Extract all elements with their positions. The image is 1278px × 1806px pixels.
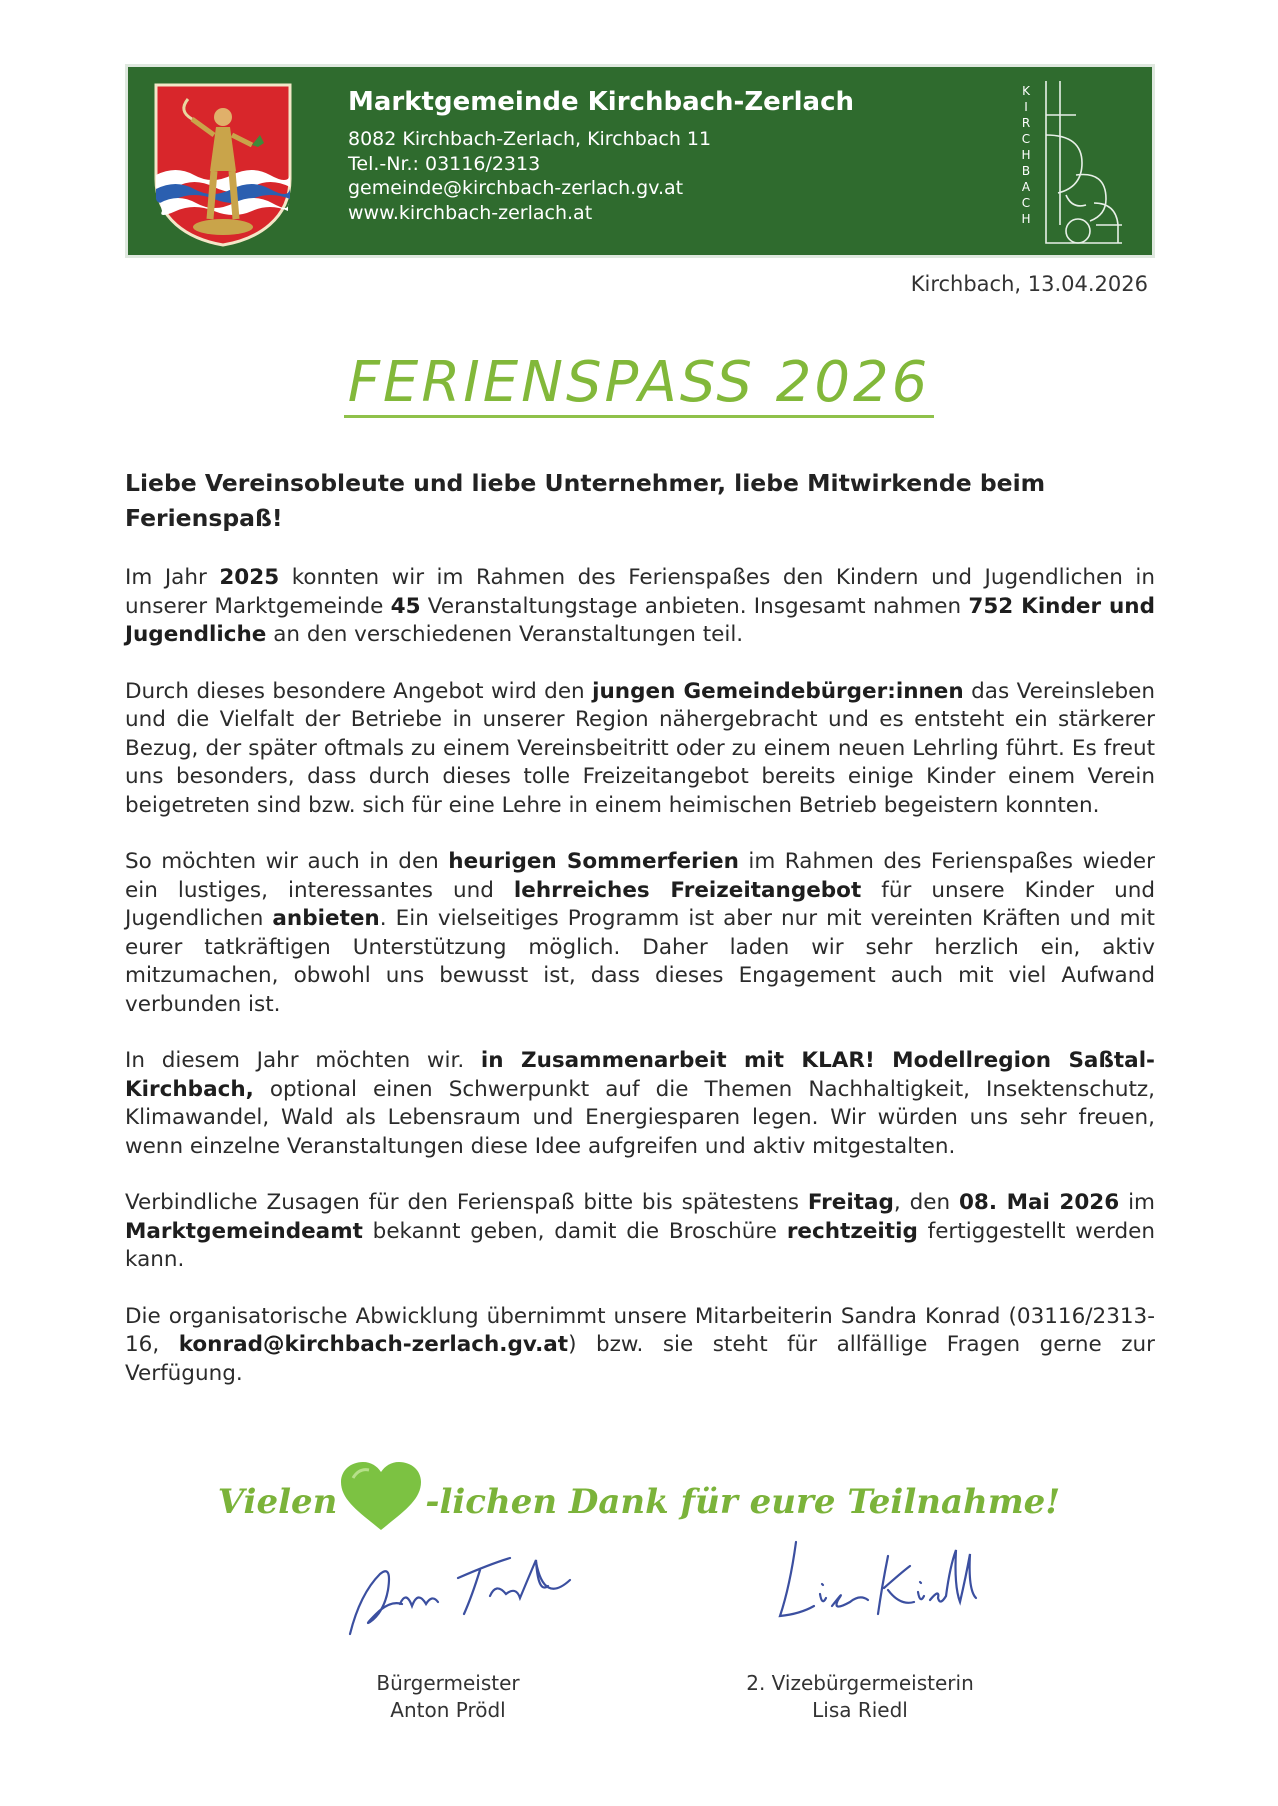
body-text: In diesem Jahr möchten wir. [125,1048,481,1073]
emphasis-text: Marktgemeindeamt [125,1218,363,1244]
body-text: konnten wir im Rahmen des Ferienspaßes den Kindern und Jugendlichen in unserer Marktgemeinde [125,565,1155,619]
emphasis-text: konrad@kirchbach-zerlach.gv.at [178,1332,569,1357]
body-text: optional einen Schwerpunkt auf die Themen Nachhaltigkeit, Insektenschutz, Klimawandel, Wald als Lebensraum und Energiesparen legen. Wir würden uns sehr freuen, wenn einzelne Veranstaltungen diese Idee aufgreifen und aktiv mitgestalten. [125,1076,1155,1159]
body-text: So möchten wir auch in den [125,849,449,874]
body-text: Verbindliche Zusagen für den Ferienspaß bitte bis spätestens [125,1190,808,1215]
logo-letter: A [1021,180,1031,194]
body-text: Die organisatorische Abwicklung übernimmt unsere Mitarbeiterin Sandra Konrad (03116/2313-16, [125,1303,1155,1357]
municipality-name: Marktgemeinde Kirchbach-Zerlach [348,87,855,117]
emphasis-text: anbieten [272,906,380,931]
logo-letter: R [1021,116,1031,130]
vice-mayor-role: 2. Vizebürgermeisterin [746,1671,974,1695]
body-text: Im Jahr [125,565,220,590]
body-text: das Vereinsleben und die Vielfalt der Betriebe in unserer Region nähergebracht und es entsteht ein stärkerer Bezug, der später oftmals zu einem Vereinsbeitritt oder zu einem neuen Lehrling führt. Es freut uns besonders, dass durch dieses tolle Freizeitangebot bereits einige Kinder einem Verein beigetreten sind bzw. sich für eine Lehre in einem heimischen Betrieb begeistern konnten. [125,678,1155,818]
logo-letter: K [1022,84,1030,98]
logo-letter: I [1024,100,1028,114]
body-text: . Ein vielseitiges Programm ist aber nur mit vereinten Kräften und mit eurer tatkräftigen Unterstützung möglich. Daher laden wir sehr herzlich ein, aktiv mitzumachen, obwohl uns bewusst ist, dass dieses Engagement auch mit viel Aufwand verbunden ist. [125,906,1155,1017]
greeting: Liebe Vereinsobleute und liebe Unternehmer, liebe Mitwirkende beim Ferienspaß! [125,469,1046,532]
mayor-role: Bürgermeister [376,1671,520,1695]
paragraph-deadline [125,1189,1155,1275]
signature-anton-prodl [340,1534,600,1644]
letterhead-text [348,87,854,225]
logo-letter: H [1021,212,1031,226]
emphasis-text: 08. Mai 2026 [958,1190,1120,1215]
kirchbach-logo [1014,75,1124,250]
thank-you-line [0,1476,1278,1532]
emphasis-text: 45 [390,593,421,619]
mayor-name: Anton Prödl [390,1698,506,1722]
logo-letter: B [1021,164,1031,178]
vice-mayor-name: Lisa Riedl [812,1698,908,1722]
emphasis-text: 2025 [219,565,280,590]
signature-block-mayor [288,1670,608,1724]
body-text: im [1119,1190,1155,1215]
address: 8082 Kirchbach-Zerlach, Kirchbach 11 [348,128,712,150]
heart-icon [339,1460,423,1532]
kirchbach-logo-letters [1018,83,1034,227]
body-text: Veranstaltungstage anbieten. Insgesamt nahmen [420,593,969,619]
signature-lisa-riedl [770,1536,980,1636]
kirchbach-logo-icon [1036,75,1124,250]
paragraph-summer-program [125,848,1155,1019]
logo-letter: C [1021,132,1031,146]
body-text: Durch dieses besondere Angebot wird den [125,678,593,704]
emphasis-text: jungen Gemeindebürger:innen [592,678,964,704]
body-text: ) bzw. sie steht für allfällige Fragen gerne zur Verfügung. [125,1332,1156,1386]
page-title-text: FERIENSPASS 2026 [344,351,935,418]
body-text: für unsere Kinder und Jugendlichen [125,877,1155,931]
coat-of-arms-icon [148,79,298,249]
body-text: , den [893,1190,959,1215]
emphasis-text: in Zusammenarbeit mit KLAR! Modellregion Saßtal-Kirchbach, [125,1048,1155,1102]
emphasis-text: heurigen Sommerferien [448,849,739,874]
emphasis-text: rechtzeitig [786,1218,918,1244]
emphasis-text: 752 Kinder und Jugendliche [125,593,1155,647]
thanks-before: Vielen [217,1482,338,1522]
logo-letter: H [1021,148,1031,162]
emphasis-text: lehrreiches Freizeitangebot [513,877,862,903]
thanks-after: -lichen Dank für eure Teilnahme! [425,1482,1061,1522]
letterhead-banner [125,64,1155,258]
paragraph-results-2025 [125,564,1155,650]
paragraph-contact [125,1303,1155,1389]
body-text: an den verschiedenen Veranstaltungen teil. [266,622,744,647]
letter-date: Kirchbach, 13.04.2026 [910,272,1148,296]
body-text: im Rahmen des Ferienspaßes wieder ein lustiges, interessantes und [125,849,1155,903]
letter-body [125,466,1155,1416]
email: gemeinde@kirchbach-zerlach.gv.at [348,177,684,199]
paragraph-klar-cooperation [125,1047,1155,1161]
body-text: fertiggestellt werden kann. [125,1218,1155,1272]
paragraph-offer-benefits [125,678,1155,821]
logo-letter: C [1021,196,1031,210]
body-text: bekannt geben, damit die Broschüre [362,1218,787,1244]
website: www.kirchbach-zerlach.at [348,201,593,224]
emphasis-text: Freitag [807,1190,894,1215]
signature-block-vice-mayor [700,1670,1020,1724]
phone: Tel.-Nr.: 03116/2313 [348,152,541,175]
page-title [0,350,1278,418]
